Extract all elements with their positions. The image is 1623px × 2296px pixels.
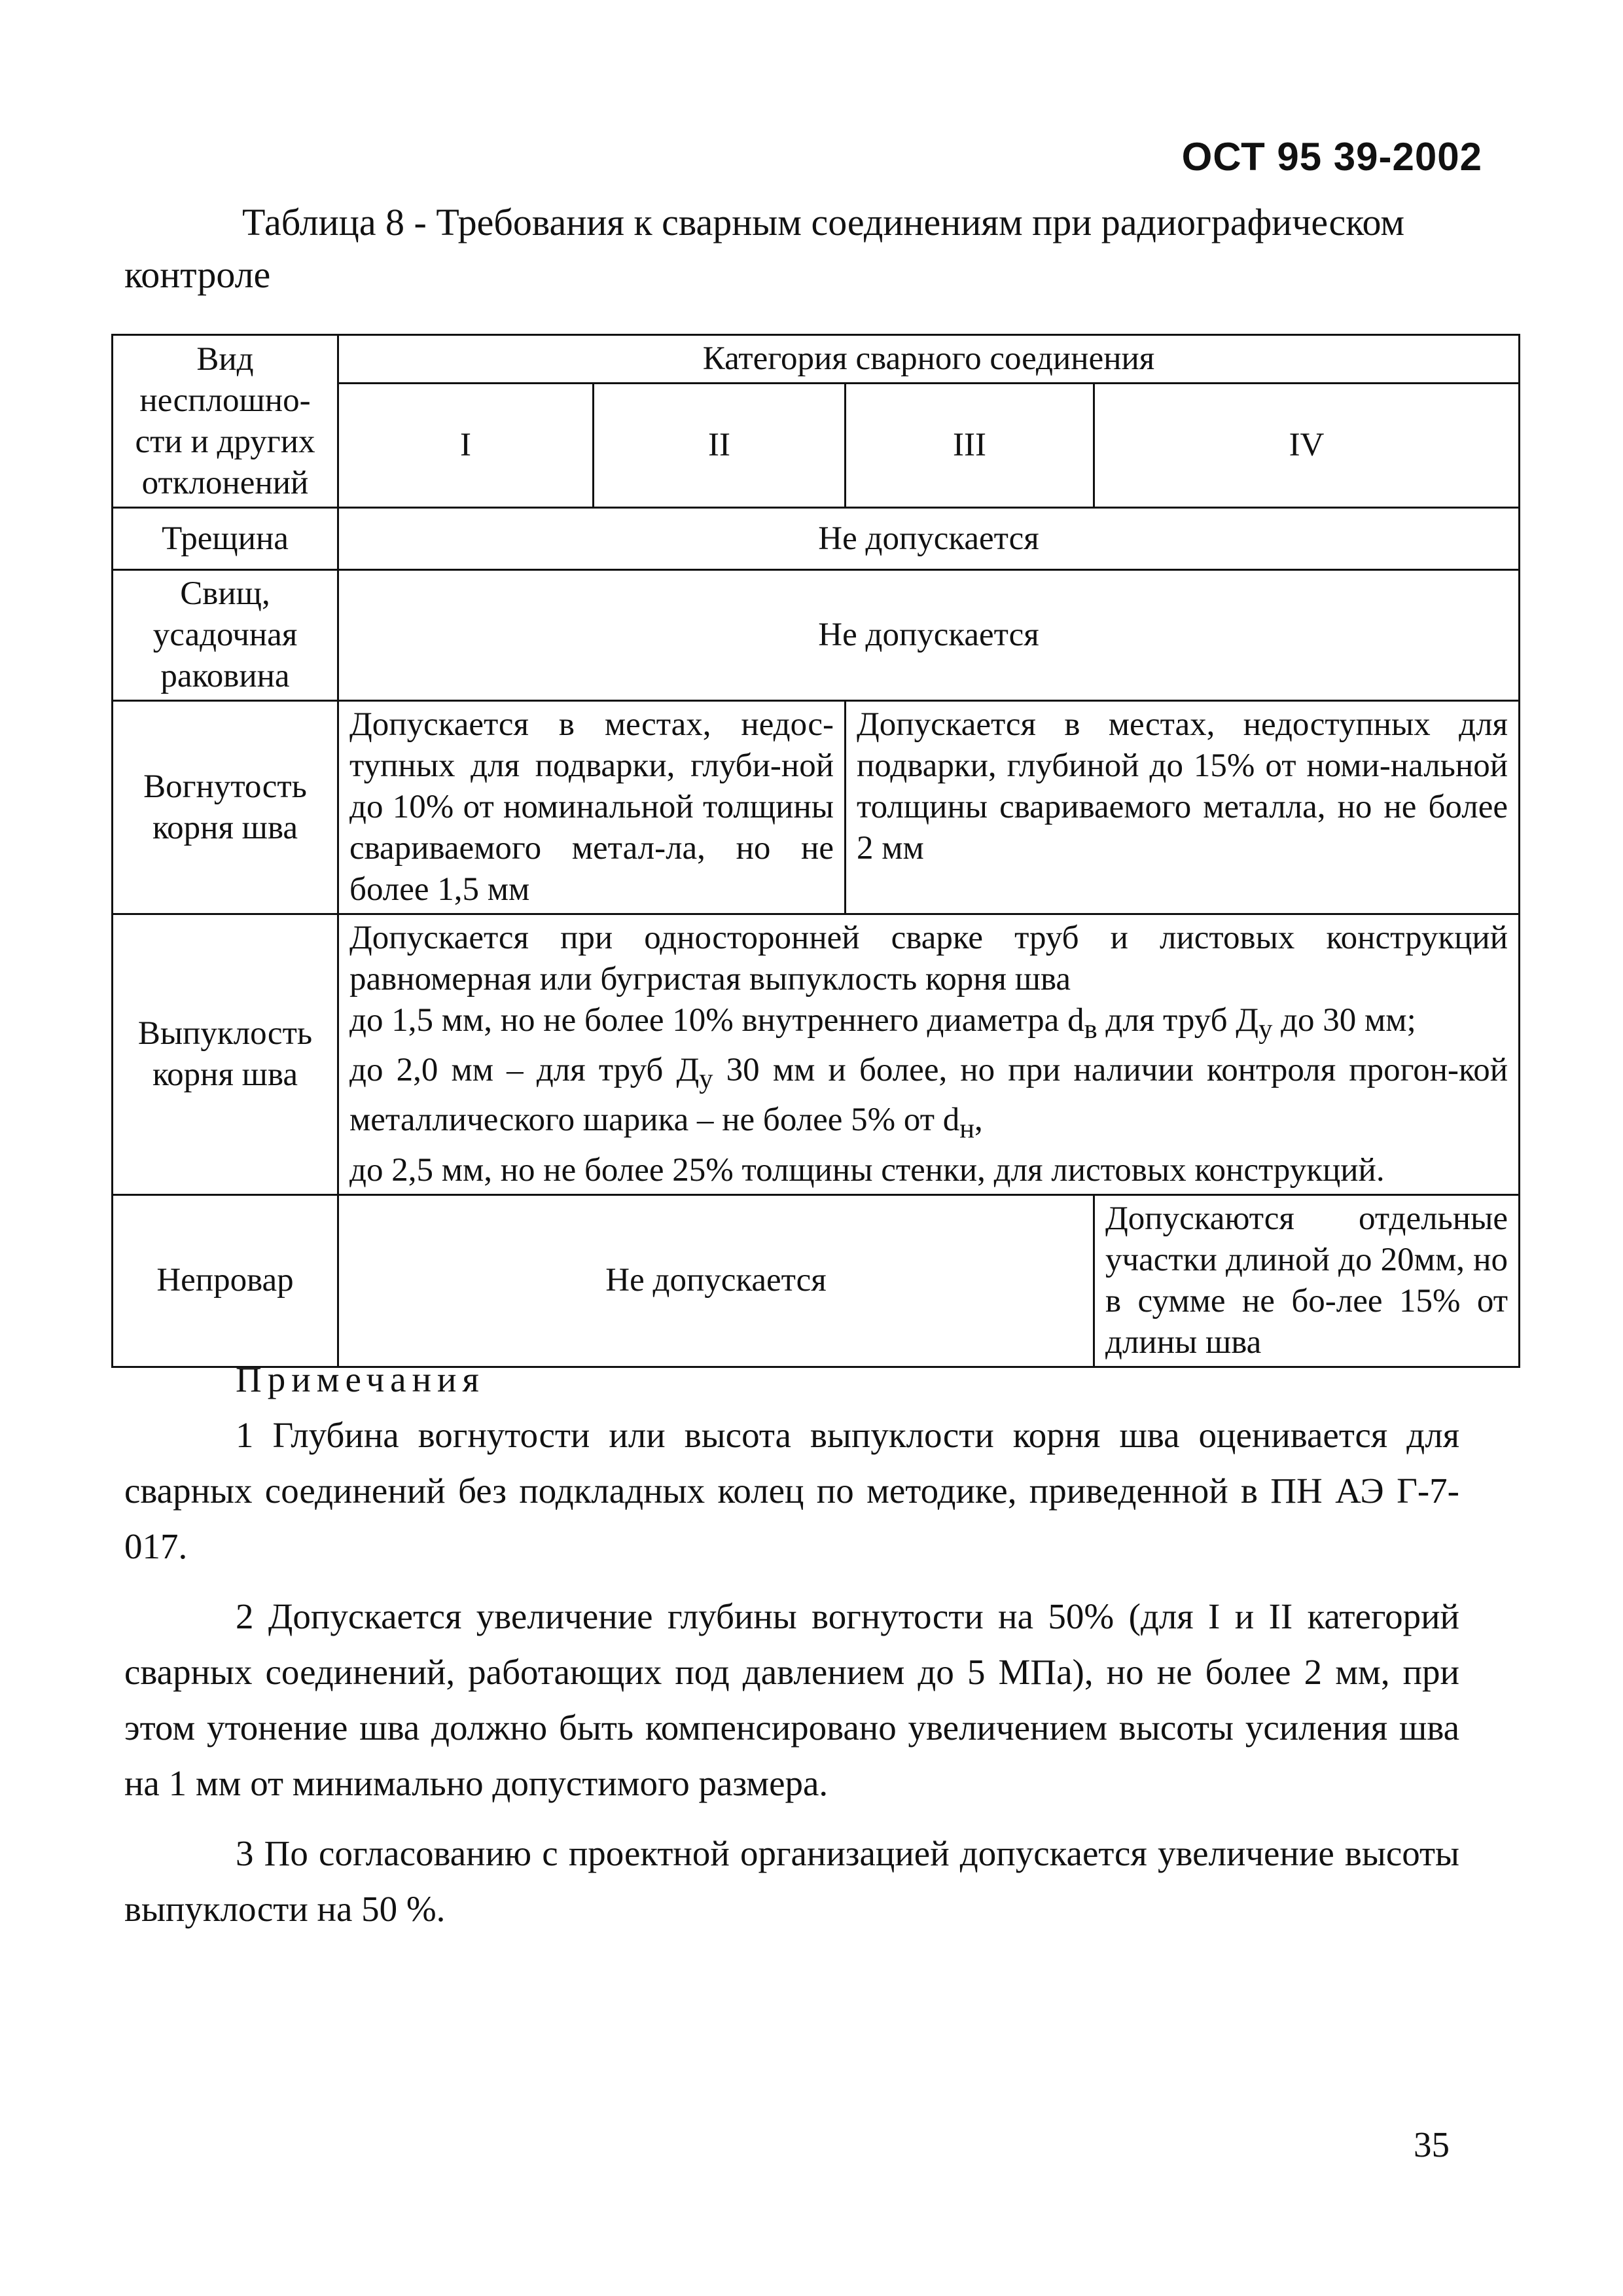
table-header-row [113,335,1520,384]
notes-section [124,1352,1459,1951]
row-concavity [113,701,1520,914]
category-group-header: Категория сварного соединения [338,335,1520,384]
concavity-value-cat-i-ii: Допускается в местах, недос-тупных для подварки, глуби-ной до 10% от номинальной толщины свариваемого метал-ла, но не более 1,5 мм [338,701,846,914]
row-value-fistula: Не допускается [338,570,1520,701]
row-value-crack: Не допускается [338,508,1520,570]
note-2: 2 Допускается увеличение глубины вогнутости на 50% (для I и II категорий сварных соединений, работающих под давлением до 5 МПа), но не более 2 мм, при этом утонение шва должно быть компенсировано увеличением высоты усиления шва на 1 мм от минимально допустимого размера. [124,1596,1459,1803]
table-caption [124,196,1486,301]
category-iii: III [846,384,1094,508]
notes-title: Примечания [236,1359,485,1399]
convexity-line-3: до 2,0 мм – для труб $Д_у$ 30 мм и более, но при наличии контроля прогон-кой металлического шарика – не более 5% от $d_н$, [349,1052,1508,1145]
row-lack-of-penetration [113,1194,1520,1367]
category-i: I [338,384,594,508]
note-3: 3 По согласованию с проектной организацией допускается увеличение высоты выпуклости на 50 %. [124,1833,1459,1929]
convexity-line-1: Допускается при односторонней сварке труб и листовых конструкций равномерная или бугристая выпуклость корня шва [349,920,1508,997]
row-label-fistula: Свищ, усадочная раковина [113,570,338,701]
document-code: ОСТ 95 39-2002 [1181,135,1482,179]
row-label-convexity: Выпуклость корня шва [113,914,338,1195]
category-ii: II [594,384,846,508]
category-iv: IV [1094,384,1520,508]
lack-of-penetration-value-cat-i-iii: Не допускается [338,1194,1094,1367]
row-label-lack-of-penetration: Непровар [113,1194,338,1367]
requirements-table [111,334,1520,1368]
row-value-convexity [338,914,1520,1195]
lack-of-penetration-value-cat-iv: Допускаются отдельные участки длиной до 20мм, но в сумме не бо-лее 15% от длины шва [1094,1194,1520,1367]
row-crack [113,508,1520,570]
row-label-crack: Трещина [113,508,338,570]
concavity-value-cat-iii-iv: Допускается в местах, недоступных для подварки, глубиной до 15% от номи-нальной толщины свариваемого металла, но не более 2 мм [846,701,1520,914]
row-label-concavity: Вогнутость корня шва [113,701,338,914]
caption-line-1: Таблица 8 - Требования к сварным соединениям при радиографическом [242,201,1405,243]
defect-type-header: Вид несплошно-сти и других отклонений [113,335,338,508]
page-number: 35 [1414,2125,1450,2164]
convexity-line-4: до 2,5 мм, но не более 25% толщины стенки, для листовых конструкций. [349,1151,1385,1189]
convexity-line-2: до 1,5 мм, но не более 10% внутреннего диаметра $d_в$ для труб $Д_у$ до 30 мм; [349,1002,1416,1045]
note-1: 1 Глубина вогнутости или высота выпуклости корня шва оценивается для сварных соединений без подкладных колец по методике, приведенной в ПН АЭ Г-7-017. [124,1415,1459,1566]
row-fistula [113,570,1520,701]
row-convexity [113,914,1520,1195]
caption-line-2: контроле [124,253,271,296]
